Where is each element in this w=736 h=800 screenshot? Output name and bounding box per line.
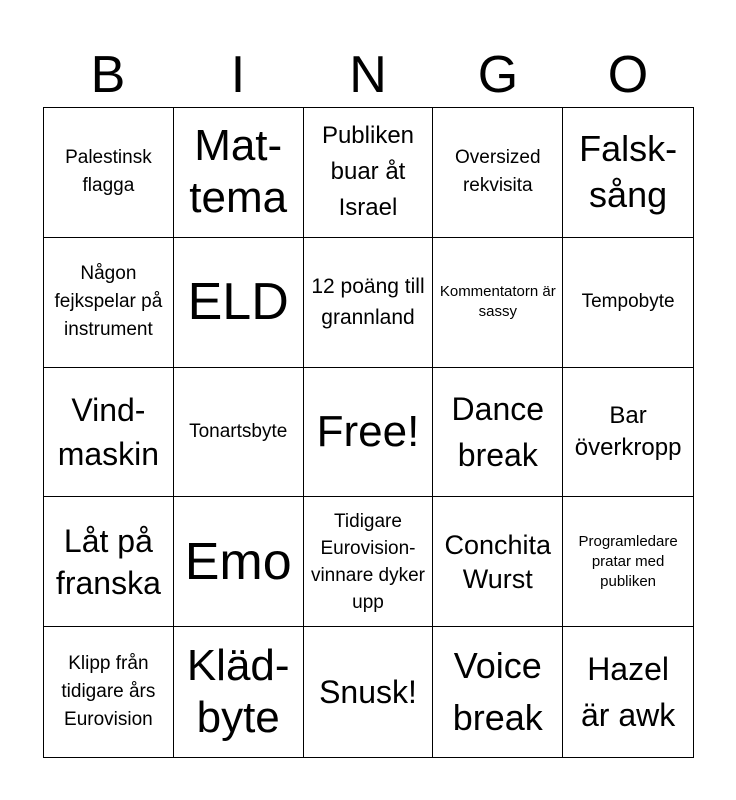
bingo-cell-r1c4[interactable]: [433, 108, 563, 238]
bingo-cell-label: Voice break: [452, 645, 543, 739]
header-letter-n: N: [349, 46, 387, 104]
bingo-cell-r2c5[interactable]: [563, 238, 693, 368]
bingo-header: [43, 44, 693, 106]
bingo-cell-r1c1[interactable]: [44, 108, 174, 238]
bingo-cell-r3c4[interactable]: [433, 368, 563, 498]
bingo-cell-label: Tonartsbyte: [189, 420, 288, 442]
bingo-cell-label: Conchita Wurst: [444, 529, 552, 594]
bingo-cell-r5c2[interactable]: [174, 627, 304, 757]
bingo-cell-r3c1[interactable]: [44, 368, 174, 498]
bingo-cell-r1c2[interactable]: [174, 108, 304, 238]
bingo-cell-label: Palestinsk flagga: [65, 147, 152, 197]
header-letter-g: G: [477, 46, 519, 104]
bingo-cell-r2c3[interactable]: [304, 238, 434, 368]
bingo-cell-label: Falsk- sång: [579, 128, 678, 216]
bingo-cell-r1c5[interactable]: [563, 108, 693, 238]
bingo-cell-r5c5[interactable]: [563, 627, 693, 757]
bingo-cell-label: Klipp från tidigare års Eurovision: [61, 653, 156, 731]
bingo-cell-r2c1[interactable]: [44, 238, 174, 368]
bingo-cell-label: Oversized rekvisita: [455, 147, 541, 197]
bingo-cell-r2c4[interactable]: [433, 238, 563, 368]
bingo-cell-label: Låt på franska: [55, 522, 161, 601]
bingo-cell-label: Publiken buar åt Israel: [321, 122, 415, 222]
bingo-cell-label: Free!: [316, 406, 420, 456]
bingo-cell-r1c3[interactable]: [304, 108, 434, 238]
bingo-cell-label: Vind- maskin: [57, 391, 160, 472]
header-letter-o: O: [607, 46, 649, 104]
bingo-cell-label: Någon fejkspelar på instrument: [54, 263, 163, 341]
bingo-cell-label: Hazel är awk: [580, 651, 676, 734]
bingo-cell-r3c2[interactable]: [174, 368, 304, 498]
bingo-cell-label: Tidigare Eurovision-vinnare dyker upp: [310, 510, 426, 613]
bingo-cell-r4c3[interactable]: [304, 497, 434, 627]
bingo-cell-r4c5[interactable]: [563, 497, 693, 627]
bingo-cell-r2c2[interactable]: [174, 238, 304, 368]
bingo-cell-r5c4[interactable]: [433, 627, 563, 757]
bingo-cell-r4c4[interactable]: [433, 497, 563, 627]
bingo-cell-label: Bar överkropp: [574, 401, 682, 461]
bingo-board: [43, 107, 694, 758]
bingo-cell-label: Dance break: [451, 390, 545, 473]
bingo-cell-label: Tempobyte: [581, 291, 675, 313]
bingo-cell-r4c1[interactable]: [44, 497, 174, 627]
bingo-cell-label: ELD: [187, 273, 289, 332]
bingo-cell-label: Programledare pratar med publiken: [578, 532, 678, 590]
bingo-cell-label: Kommentatorn är sassy: [439, 283, 556, 321]
bingo-cell-label: Mat- tema: [189, 121, 288, 223]
bingo-cell-label: Kläd- byte: [186, 641, 290, 743]
bingo-cell-r5c3[interactable]: [304, 627, 434, 757]
bingo-cell-r3c5[interactable]: [563, 368, 693, 498]
header-letter-b: B: [90, 46, 126, 104]
bingo-cell-label: Emo: [184, 532, 292, 591]
bingo-cell-r3c3[interactable]: [304, 368, 434, 498]
bingo-cell-r5c1[interactable]: [44, 627, 174, 757]
bingo-cell-r4c2[interactable]: [174, 497, 304, 627]
bingo-cell-label: Snusk!: [319, 674, 417, 711]
bingo-cell-label: 12 poäng till grannland: [311, 275, 425, 330]
header-letter-i: I: [230, 46, 246, 104]
